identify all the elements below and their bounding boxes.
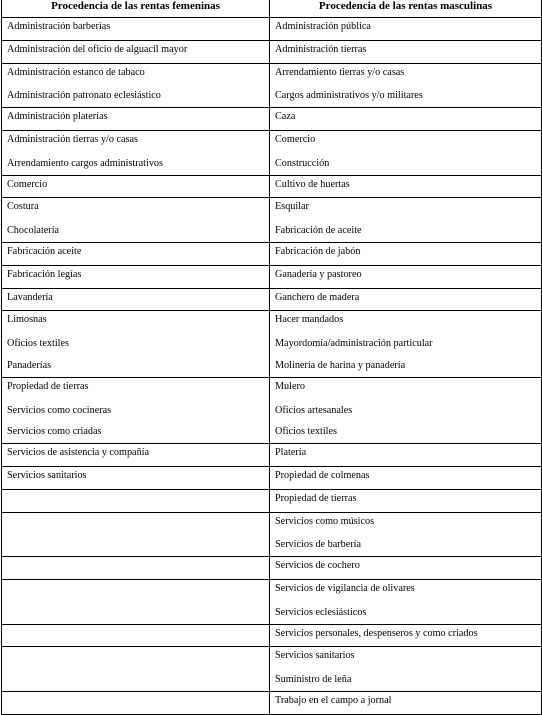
- female-income-cell: [2, 466, 270, 489]
- male-income-cell: [270, 624, 542, 647]
- female-income-cell: [2, 444, 270, 467]
- male-income-cell: [270, 512, 542, 557]
- income-sources-table: [1, 0, 542, 715]
- female-income-item: Administración platerías: [7, 111, 108, 123]
- female-income-item: [2, 625, 269, 647]
- female-income-item: Limosnas: [7, 314, 47, 326]
- female-income-item: Arrendamiento cargos administrativos: [7, 157, 163, 169]
- female-income-item: Servicios sanitarios: [7, 469, 87, 481]
- female-income-cell: [2, 579, 270, 624]
- table-row: [2, 377, 542, 443]
- female-income-cell: [2, 311, 270, 377]
- female-income-item: Propiedad de tierras: [7, 380, 89, 392]
- male-income-item: Oficios artesanales: [275, 404, 353, 416]
- male-income-item: Suministro de leña: [275, 674, 352, 686]
- female-income-item: Oficios textiles: [7, 338, 69, 350]
- male-income-item: Esquilar: [275, 201, 309, 213]
- male-income-item: Construcción: [275, 157, 330, 169]
- table-header: [2, 0, 542, 18]
- female-income-cell: [2, 265, 270, 288]
- female-income-cell: [2, 40, 270, 63]
- male-income-item: Cultivo de huertas: [275, 178, 350, 190]
- male-income-item: Fabricación de jabón: [275, 245, 361, 257]
- female-income-item: [2, 557, 269, 579]
- table-body: [2, 18, 542, 715]
- male-income-item: Servicios sanitarios: [275, 650, 355, 662]
- male-income-cell: [270, 288, 542, 311]
- male-income-item: Mayordomía/administración particular: [275, 338, 433, 350]
- female-income-item: [2, 490, 269, 512]
- table-row: [2, 265, 542, 288]
- male-income-item: Trabajo en el campo a jornal: [275, 694, 392, 706]
- male-income-item: Oficios textiles: [275, 426, 337, 438]
- female-income-cell: [2, 108, 270, 131]
- male-income-item: Caza: [275, 111, 296, 123]
- female-income-cell: [2, 288, 270, 311]
- female-income-item: Administración patronato eclesiástico: [7, 90, 161, 102]
- male-income-item: Servicios de barbería: [275, 539, 361, 551]
- male-income-cell: [270, 557, 542, 580]
- male-income-cell: [270, 311, 542, 377]
- female-income-header: Procedencia de las rentas femeninas: [2, 0, 270, 18]
- female-income-item: Administración estanco de tabaco: [7, 66, 145, 78]
- male-income-item: Fabricación de aceite: [275, 225, 362, 237]
- female-income-item: [2, 513, 269, 535]
- male-income-header: Procedencia de las rentas masculinas: [270, 0, 542, 18]
- table-row: [2, 311, 542, 377]
- male-income-item: Servicios como músicos: [275, 515, 375, 527]
- table-row: [2, 512, 542, 557]
- female-income-item: Fabricación legías: [7, 268, 82, 280]
- table-row: [2, 108, 542, 131]
- male-income-cell: [270, 579, 542, 624]
- table-row: [2, 18, 542, 41]
- female-income-item: [2, 602, 269, 624]
- male-income-cell: [270, 691, 542, 714]
- male-income-item: Arrendamiento tierras y/o casas: [275, 66, 405, 78]
- female-income-cell: [2, 377, 270, 443]
- male-income-item: Propiedad de tierras: [275, 492, 357, 504]
- female-income-cell: [2, 512, 270, 557]
- male-income-cell: [270, 242, 542, 265]
- male-income-cell: [270, 198, 542, 243]
- male-income-item: Servicios de cochero: [275, 560, 360, 572]
- table-row: [2, 691, 542, 714]
- male-income-item: Cargos administrativos y/o militares: [275, 90, 423, 102]
- male-income-cell: [270, 466, 542, 489]
- male-income-cell: [270, 377, 542, 443]
- male-income-cell: [270, 40, 542, 63]
- table-row: [2, 130, 542, 175]
- female-income-item: [2, 580, 269, 602]
- male-income-item: Platería: [275, 447, 307, 459]
- table-row: [2, 40, 542, 63]
- table-row: [2, 466, 542, 489]
- male-income-item: Hacer mandados: [275, 314, 344, 326]
- male-income-cell: [270, 63, 542, 108]
- female-income-item: [2, 534, 269, 556]
- table-row: [2, 175, 542, 198]
- female-income-cell: [2, 175, 270, 198]
- female-income-cell: [2, 130, 270, 175]
- female-income-item: Fabricación aceite: [7, 245, 82, 257]
- table-row: [2, 624, 542, 647]
- male-income-item: Servicios personales, despenseros y como criados: [275, 627, 478, 639]
- female-income-cell: [2, 63, 270, 108]
- male-income-cell: [270, 489, 542, 512]
- male-income-item: Ganchero de madera: [275, 291, 360, 303]
- male-income-item: Servicios de vigilancia de olivares: [275, 582, 415, 594]
- female-income-item: Administración del oficio de alguacil mayor: [7, 43, 188, 55]
- female-income-cell: [2, 18, 270, 41]
- female-income-item: [2, 647, 269, 669]
- female-income-item: Servicios de asistencia y compañía: [7, 447, 150, 459]
- table-row: [2, 489, 542, 512]
- table-row: [2, 63, 542, 108]
- female-income-item: [2, 692, 269, 714]
- male-income-item: Administración pública: [275, 21, 371, 32]
- female-income-cell: [2, 691, 270, 714]
- female-income-item: Chocolatería: [7, 225, 60, 237]
- table-row: [2, 198, 542, 243]
- male-income-item: Propiedad de colmenas: [275, 469, 370, 481]
- female-income-item: Administración tierras y/o casas: [7, 133, 138, 145]
- table-row: [2, 579, 542, 624]
- male-income-cell: [270, 130, 542, 175]
- female-income-cell: [2, 557, 270, 580]
- male-income-item: Comercio: [275, 133, 316, 145]
- male-income-item: Molinería de harina y panadería: [275, 359, 406, 371]
- male-income-cell: [270, 108, 542, 131]
- male-income-item: Ganadería y pastoreo: [275, 268, 362, 280]
- male-income-cell: [270, 18, 542, 41]
- table-row: [2, 288, 542, 311]
- female-income-cell: [2, 242, 270, 265]
- male-income-cell: [270, 175, 542, 198]
- female-income-cell: [2, 198, 270, 243]
- female-income-cell: [2, 489, 270, 512]
- table-row: [2, 557, 542, 580]
- female-income-item: [2, 669, 269, 691]
- female-income-cell: [2, 647, 270, 692]
- male-income-item: Mulero: [275, 380, 305, 392]
- table-row: [2, 444, 542, 467]
- female-income-item: Panaderías: [7, 359, 52, 371]
- female-income-item: Lavandería: [7, 291, 53, 303]
- table-row: [2, 242, 542, 265]
- female-income-cell: [2, 624, 270, 647]
- male-income-cell: [270, 647, 542, 692]
- male-income-cell: [270, 444, 542, 467]
- male-income-item: Servicios eclesiásticos: [275, 606, 367, 618]
- female-income-item: Costura: [7, 201, 39, 213]
- female-income-item: Servicios como cocineras: [7, 404, 112, 416]
- table-row: [2, 647, 542, 692]
- male-income-item: Administración tierras: [275, 43, 367, 55]
- female-income-item: Servicios como criadas: [7, 426, 102, 438]
- female-income-item: Administración barberías: [7, 21, 111, 32]
- female-income-item: Comercio: [7, 178, 48, 190]
- male-income-cell: [270, 265, 542, 288]
